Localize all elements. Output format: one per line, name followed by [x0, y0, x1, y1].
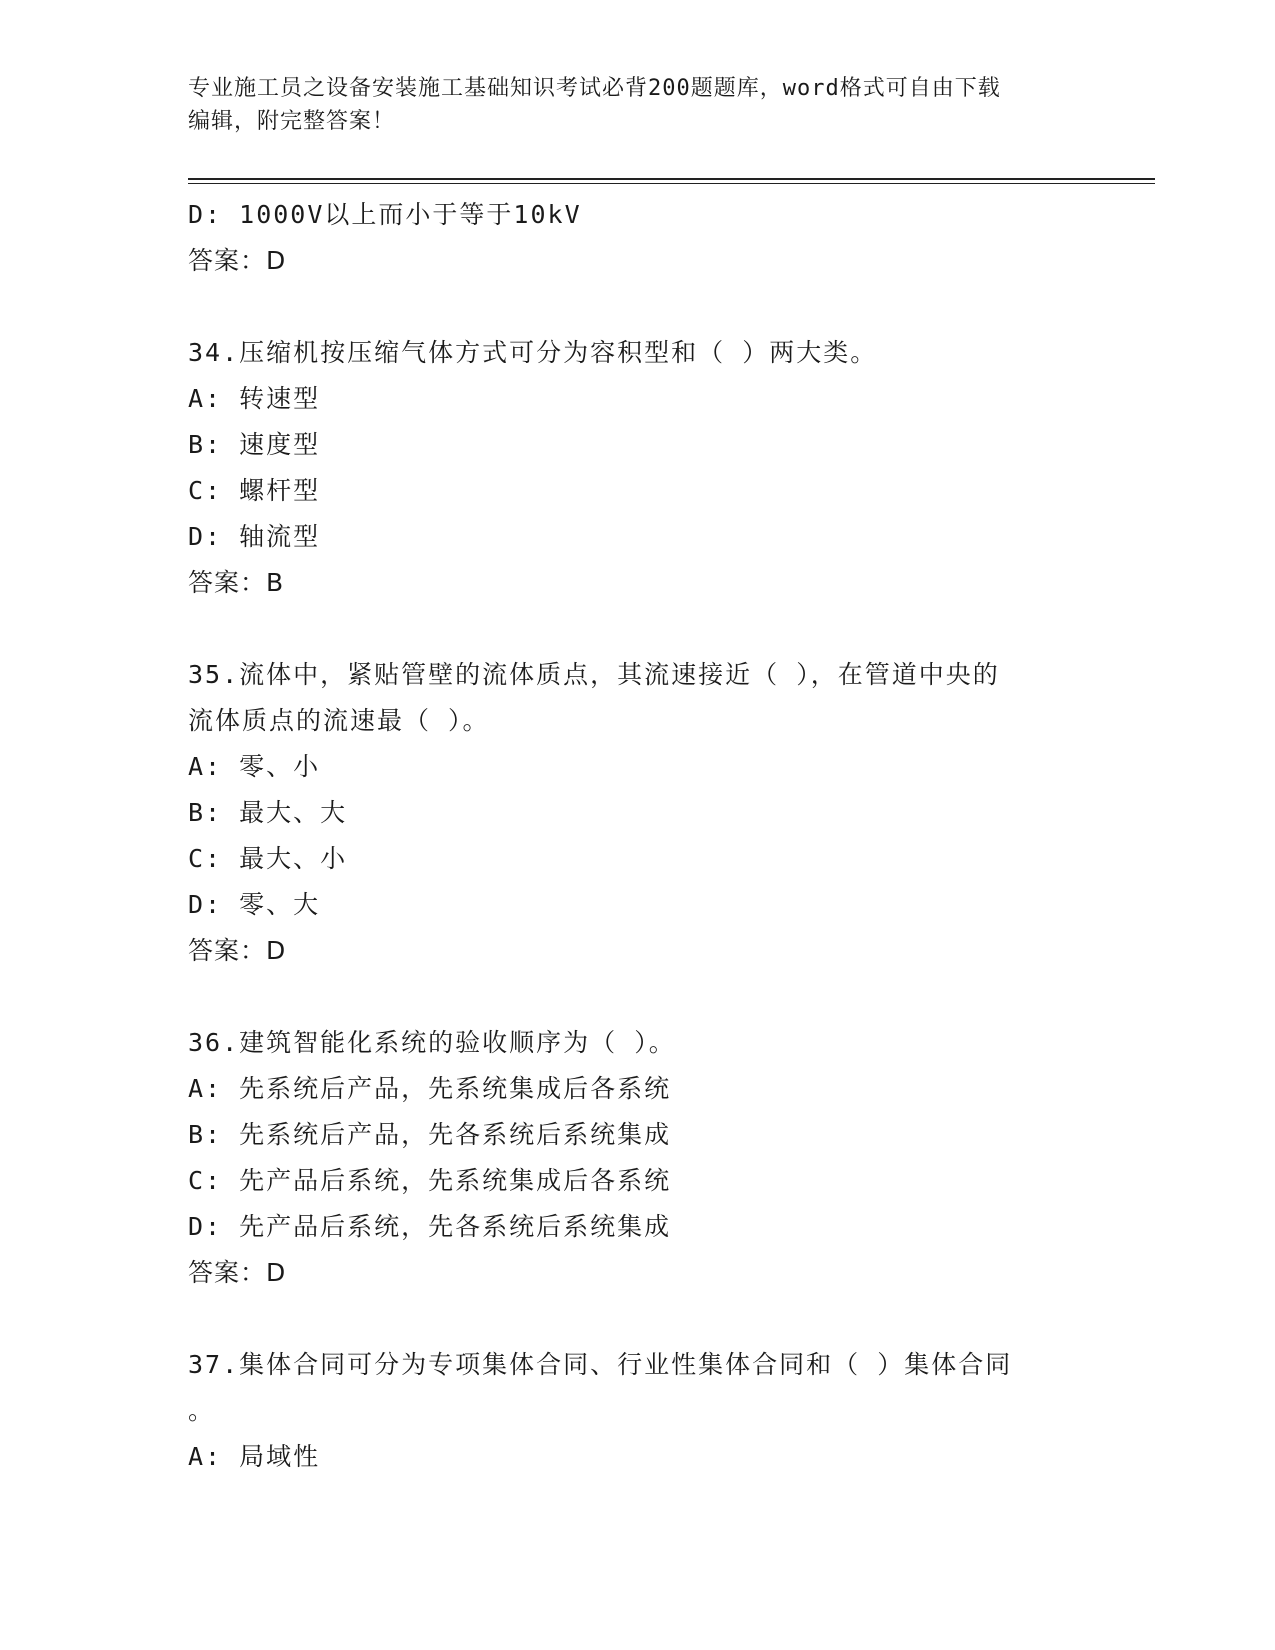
question-text: 35.流体中，紧贴管壁的流体质点，其流速接近（ ），在管道中央的 — [188, 660, 1000, 689]
question-36 — [188, 1020, 1088, 1296]
question-37 — [188, 1342, 1088, 1480]
option-c: C: 螺杆型 — [188, 476, 321, 505]
header-divider-thick — [188, 178, 1155, 180]
question-text: 36.建筑智能化系统的验收顺序为（ ）。 — [188, 1028, 676, 1057]
spacer — [188, 974, 1088, 1020]
spacer — [188, 1296, 1088, 1342]
prev-option-d: D: 1000V以上而小于等于10kV — [188, 200, 582, 229]
answer: 答案：D — [188, 1258, 287, 1287]
question-34 — [188, 330, 1088, 606]
prev-answer: 答案：D — [188, 246, 287, 275]
option-d: D: 先产品后系统，先各系统后系统集成 — [188, 1212, 672, 1241]
option-d: D: 轴流型 — [188, 522, 321, 551]
spacer — [188, 606, 1088, 652]
header-line-1: 专业施工员之设备安装施工基础知识考试必背200题题库，word格式可自由下载 — [188, 76, 1001, 101]
answer: 答案：B — [188, 568, 285, 597]
option-c: C: 最大、小 — [188, 844, 348, 873]
option-a: A: 先系统后产品，先系统集成后各系统 — [188, 1074, 672, 1103]
question-text-cont: 。 — [188, 1396, 216, 1425]
question-list — [188, 192, 1088, 1480]
option-a: A: 零、小 — [188, 752, 321, 781]
option-a: A: 转速型 — [188, 384, 321, 413]
question-text: 34.压缩机按压缩气体方式可分为容积型和（ ）两大类。 — [188, 338, 878, 367]
spacer — [188, 284, 1088, 330]
header-line-2: 编辑，附完整答案！ — [188, 109, 396, 134]
option-c: C: 先产品后系统，先系统集成后各系统 — [188, 1166, 672, 1195]
document-header — [188, 72, 1088, 138]
question-text: 37.集体合同可分为专项集体合同、行业性集体合同和（ ）集体合同 — [188, 1350, 1013, 1379]
option-b: B: 先系统后产品，先各系统后系统集成 — [188, 1120, 672, 1149]
answer: 答案：D — [188, 936, 287, 965]
header-divider-thin — [188, 183, 1155, 184]
question-35 — [188, 652, 1088, 974]
option-a: A: 局域性 — [188, 1442, 321, 1471]
option-b: B: 最大、大 — [188, 798, 348, 827]
option-b: B: 速度型 — [188, 430, 321, 459]
option-d: D: 零、大 — [188, 890, 321, 919]
question-text-cont: 流体质点的流速最（ ）。 — [188, 706, 490, 735]
